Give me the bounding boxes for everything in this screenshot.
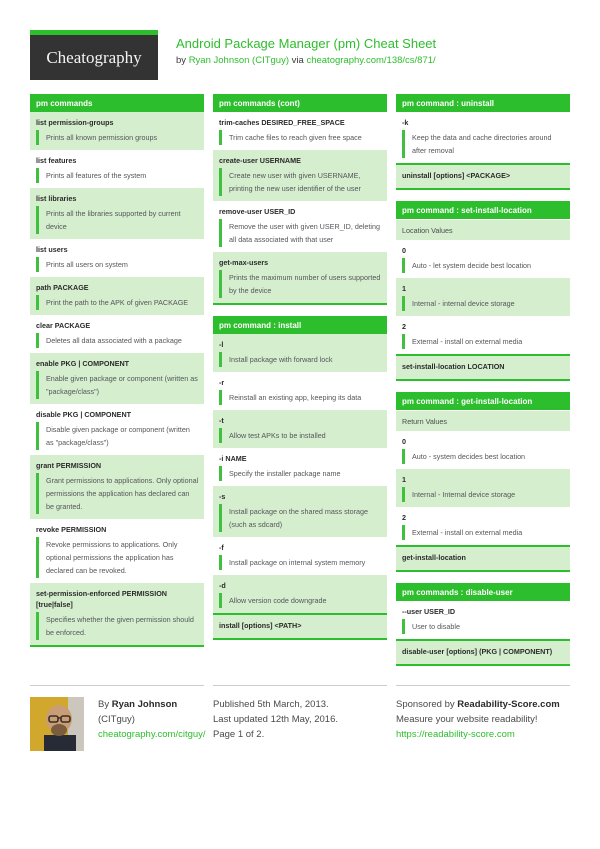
usage-term: set-install-location LOCATION — [402, 362, 505, 371]
footer — [30, 685, 570, 751]
command-row — [396, 316, 570, 354]
command-term: 2 — [402, 513, 406, 522]
sponsor-link[interactable]: https://readability-score.com — [396, 729, 515, 740]
command-row — [396, 278, 570, 316]
sheet-url-link[interactable]: cheatography.com/138/cs/871/ — [306, 55, 436, 66]
command-description: Enable given package or component (written as "package/class") — [36, 371, 199, 399]
cheatography-logo[interactable] — [30, 30, 158, 80]
command-row — [213, 448, 387, 486]
command-description: Install package with forward lock — [219, 352, 382, 367]
values-subheader: Location Values — [396, 219, 570, 240]
usage-term: uninstall [options] <PACKAGE> — [402, 171, 511, 180]
command-description: Revoke permissions to applications. Only optional permissions the application has declared can be revoked. — [36, 537, 199, 578]
command-row — [30, 188, 204, 239]
command-term: -l — [219, 340, 224, 349]
usage-row — [396, 163, 570, 188]
command-description: Allow version code downgrade — [219, 593, 382, 608]
sponsor-tagline: Measure your website readability! — [396, 714, 538, 725]
command-description: Specifies whether the given permission should be enforced. — [36, 612, 199, 640]
command-row — [213, 372, 387, 410]
command-description: Reinstall an existing app, keeping its data — [219, 390, 382, 405]
command-row — [30, 150, 204, 188]
command-term: -r — [219, 378, 225, 387]
panel-pm-command-get-install-location — [396, 392, 570, 572]
panel-title: pm commands (cont) — [213, 94, 387, 112]
command-term: -t — [219, 416, 224, 425]
command-row — [396, 601, 570, 639]
command-row — [213, 201, 387, 252]
footer-meta-cell — [213, 685, 387, 751]
command-term: disable PKG | COMPONENT — [36, 410, 132, 419]
usage-row — [396, 639, 570, 664]
command-term: -s — [219, 492, 226, 501]
command-description: Disable given package or component (written as "package/class") — [36, 422, 199, 450]
published-date: Published 5th March, 2013. — [213, 699, 329, 710]
columns-container — [30, 94, 570, 677]
panel-title: pm command : install — [213, 316, 387, 334]
command-description: Remove the user with given USER_ID, deleting all data associated with that user — [219, 219, 382, 247]
command-row — [30, 519, 204, 583]
command-term: list permission-groups — [36, 118, 114, 127]
command-term: grant PERMISSION — [36, 461, 102, 470]
logo-wordmark: Cheatography — [46, 47, 142, 67]
command-term: get-max-users — [219, 258, 269, 267]
usage-term: get-install-location — [402, 553, 466, 562]
command-description: Auto - let system decide best location — [402, 258, 565, 273]
updated-date: Last updated 12th May, 2016. — [213, 714, 338, 725]
panel-pm-command-set-install-location — [396, 201, 570, 381]
command-description: External - install on external media — [402, 525, 565, 540]
command-term: clear PACKAGE — [36, 321, 91, 330]
command-term: 0 — [402, 437, 406, 446]
panel-pm-command-install — [213, 316, 387, 640]
panel-pm-commands — [30, 94, 204, 647]
command-term: 1 — [402, 475, 406, 484]
values-subheader: Return Values — [396, 410, 570, 431]
command-description: Specify the installer package name — [219, 466, 382, 481]
command-term: create-user USERNAME — [219, 156, 301, 165]
page-title: Android Package Manager (pm) Cheat Sheet — [176, 36, 437, 51]
title-block — [176, 30, 436, 66]
command-term: enable PKG | COMPONENT — [36, 359, 130, 368]
command-description: Deletes all data associated with a package — [36, 333, 199, 348]
command-row — [30, 277, 204, 315]
panel-title: pm command : set-install-location — [396, 201, 570, 219]
footer-author-handle: (CITguy) — [98, 714, 135, 725]
column-1 — [30, 94, 204, 658]
usage-term: disable-user [options] (PKG | COMPONENT) — [402, 647, 553, 656]
command-row — [30, 583, 204, 645]
author-line — [98, 697, 206, 727]
command-description: Prints all users on system — [36, 257, 199, 272]
byline — [176, 55, 436, 66]
command-description: Allow test APKs to be installed — [219, 428, 382, 443]
command-term: set-permission-enforced PERMISSION [true|false] — [36, 589, 167, 609]
command-row — [30, 315, 204, 353]
sponsor-line — [396, 697, 570, 712]
command-term: remove-user USER_ID — [219, 207, 296, 216]
command-description: Prints all the libraries supported by current device — [36, 206, 199, 234]
command-description: Prints all known permission groups — [36, 130, 199, 145]
command-row — [30, 112, 204, 150]
panel-pm-commands-disable-user — [396, 583, 570, 666]
command-term: revoke PERMISSION — [36, 525, 107, 534]
panel-pm-commands-cont — [213, 94, 387, 305]
command-term: path PACKAGE — [36, 283, 89, 292]
command-row — [30, 239, 204, 277]
command-description: Trim cache files to reach given free space — [219, 130, 382, 145]
usage-term: install [options] <PATH> — [219, 621, 302, 630]
footer-by-label: By — [98, 699, 112, 710]
command-row — [213, 486, 387, 537]
panel-title: pm commands : disable-user — [396, 583, 570, 601]
command-row — [30, 353, 204, 404]
command-row — [213, 537, 387, 575]
command-row — [396, 469, 570, 507]
command-term: -k — [402, 118, 409, 127]
command-term: list features — [36, 156, 77, 165]
command-row — [396, 431, 570, 469]
command-description: Print the path to the APK of given PACKAGE — [36, 295, 199, 310]
command-term: --user USER_ID — [402, 607, 456, 616]
command-term: list libraries — [36, 194, 77, 203]
usage-row — [396, 354, 570, 379]
panel-title: pm commands — [30, 94, 204, 112]
command-description: Grant permissions to applications. Only optional permissions the application has declared can be granted. — [36, 473, 199, 514]
panel-title: pm command : uninstall — [396, 94, 570, 112]
sponsor-prefix: Sponsored by — [396, 699, 458, 710]
command-row — [213, 252, 387, 303]
command-row — [213, 112, 387, 150]
command-description: Install package on internal system memory — [219, 555, 382, 570]
footer-sponsor-cell — [396, 685, 570, 751]
command-row — [30, 404, 204, 455]
command-description: Prints the maximum number of users supported by the device — [219, 270, 382, 298]
command-term: -f — [219, 543, 224, 552]
usage-row — [213, 613, 387, 638]
command-term: 1 — [402, 284, 406, 293]
footer-author-cell — [30, 685, 204, 751]
command-description: Auto - system decides best location — [402, 449, 565, 464]
command-row — [213, 575, 387, 613]
command-row — [396, 240, 570, 278]
author-profile-link[interactable]: cheatography.com/citguy/ — [98, 729, 206, 740]
command-term: -i NAME — [219, 454, 247, 463]
author-link[interactable]: Ryan Johnson (CITguy) — [188, 55, 290, 66]
byline-by-label: by — [176, 55, 189, 66]
command-row — [396, 112, 570, 163]
command-description: Keep the data and cache directories around after removal — [402, 130, 565, 158]
command-term: 2 — [402, 322, 406, 331]
masthead — [30, 30, 570, 80]
panel-pm-command-uninstall — [396, 94, 570, 190]
column-3 — [396, 94, 570, 677]
command-row — [30, 455, 204, 519]
command-term: trim-caches DESIRED_FREE_SPACE — [219, 118, 345, 127]
usage-row — [396, 545, 570, 570]
command-term: 0 — [402, 246, 406, 255]
command-row — [396, 507, 570, 545]
command-term: list users — [36, 245, 68, 254]
author-info — [98, 697, 206, 751]
command-description: User to disable — [402, 619, 565, 634]
command-description: Prints all features of the system — [36, 168, 199, 183]
panel-title: pm command : get-install-location — [396, 392, 570, 410]
sponsor-name: Readability-Score.com — [457, 699, 560, 710]
author-avatar — [30, 697, 84, 751]
command-description: Internal - Internal device storage — [402, 487, 565, 502]
command-row — [213, 150, 387, 201]
command-term: -d — [219, 581, 226, 590]
command-description: External - install on external media — [402, 334, 565, 349]
byline-via-label: via — [289, 55, 307, 66]
column-2 — [213, 94, 387, 651]
command-description: Internal - internal device storage — [402, 296, 565, 311]
command-description: Install package on the shared mass storage (such as sdcard) — [219, 504, 382, 532]
command-row — [213, 410, 387, 448]
footer-author-name: Ryan Johnson — [111, 699, 178, 710]
page-number: Page 1 of 2. — [213, 729, 265, 740]
command-row — [213, 334, 387, 372]
command-description: Create new user with given USERNAME, printing the new user identifier of the user — [219, 168, 382, 196]
